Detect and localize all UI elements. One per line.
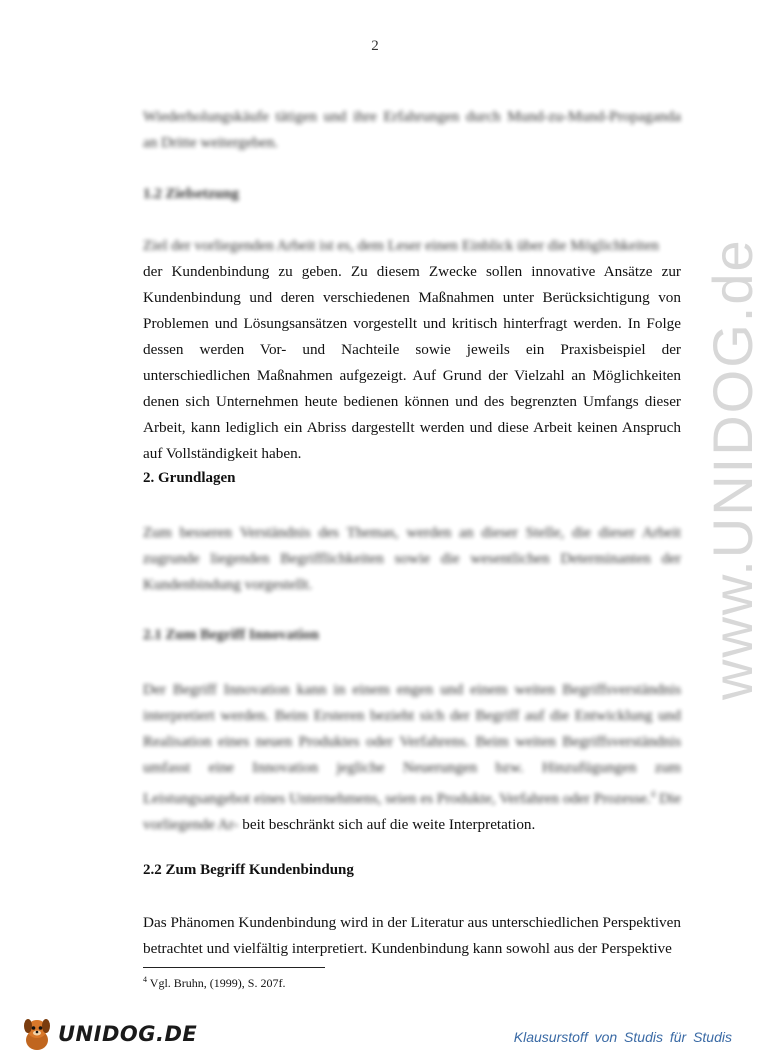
logo-text: UNIDOG.DE bbox=[58, 1022, 198, 1046]
paragraph-grundlagen: Zum besseren Verständnis des Themas, werden an dieser Stelle, die dieser Arbeit zugrunde liegenden Begrifflichkeiten sowie die wesentlichen Determinanten der Kundenbindung vorgestellt. bbox=[143, 524, 681, 593]
footnote-number: 4 bbox=[143, 975, 147, 984]
unidog-logo bbox=[20, 1014, 197, 1054]
footnote bbox=[143, 975, 285, 991]
heading-begriff-kundenbindung: 2.2 Zum Begriff Kundenbindung bbox=[143, 862, 354, 878]
footnote-divider bbox=[143, 967, 325, 968]
paragraph-kundenbindung: Das Phänomen Kundenbindung wird in der Literatur aus unterschiedlichen Perspektiven betrachtet und vielfältig interpretiert. Kundenbindung kann sowohl aus der Perspektive bbox=[143, 914, 681, 957]
intro-paragraph-tail: Wiederholungskäufe tätigen und ihre Erfahrungen durch Mund-zu-Mund-Propaganda an Dritte weitergeben. bbox=[143, 108, 681, 151]
paragraph-innovation bbox=[143, 677, 681, 838]
paragraph-zielsetzung bbox=[143, 233, 681, 467]
heading-zielsetzung: 1.2 Zielsetzung bbox=[143, 186, 239, 202]
page-number: 2 bbox=[371, 38, 379, 54]
heading-grundlagen: 2. Grundlagen bbox=[143, 470, 236, 486]
footer-slogan: Klausurstoff von Studis für Studis bbox=[513, 1029, 732, 1045]
watermark-text: www.UNIDOG.de bbox=[701, 238, 764, 700]
paragraph-zielsetzung-blurred-start: Ziel der vorliegenden Arbeit ist es, dem Leser einen Einblick über die Möglichkeiten bbox=[143, 237, 659, 254]
paragraph-innovation-text: beit beschränkt sich auf die weite Interpretation. bbox=[242, 816, 536, 834]
footnote-ref: 4 bbox=[650, 789, 656, 799]
paragraph-innovation-blurred: Der Begriff Innovation kann in einem engen und einem weiten Begriffsverständnis interpretiert werden. Beim Ersteren bezieht sich der Begriff auf die Entwicklung und Realisation eines neuen Produktes oder Verfahrens. Beim weiten Begriffsverständnis umfasst eine Innovation jegliche Neuerungen bzw. Hinzufügungen zum Leistungsangebot eines Unternehmens, seien es Produkte, Verfahren oder Prozesse. bbox=[143, 681, 681, 808]
footnote-text: Vgl. Bruhn, (1999), S. 207f. bbox=[149, 976, 286, 990]
paragraph-zielsetzung-text: der Kundenbindung zu geben. Zu diesem Zwecke sollen innovative Ansätze zur Kundenbindung und deren verschiedenen Maßnahmen unter Berücksichtigung von Problemen und Lösungsansätzen vorgestellt und kritisch hinterfragt werden. In Folge dessen werden Vor- und Nachteile sowie jeweils ein Praxisbeispiel der unterschiedlichen Maßnahmen aufgezeigt. Auf Grund der Vielzahl an Möglichkeiten denen sich Unternehmen heute bedienen können und des begrenzten Umfangs dieser Arbeit, kann lediglich ein Abriss dargestellt werden und diese Arbeit keinen Anspruch auf Vollständigkeit haben. bbox=[143, 263, 681, 462]
heading-begriff-innovation: 2.1 Zum Begriff Innovation bbox=[143, 627, 319, 643]
paragraph-innovation-blurred-tail: Die vorliegende Ar- bbox=[143, 790, 681, 834]
dog-mascot-icon bbox=[20, 1016, 54, 1052]
